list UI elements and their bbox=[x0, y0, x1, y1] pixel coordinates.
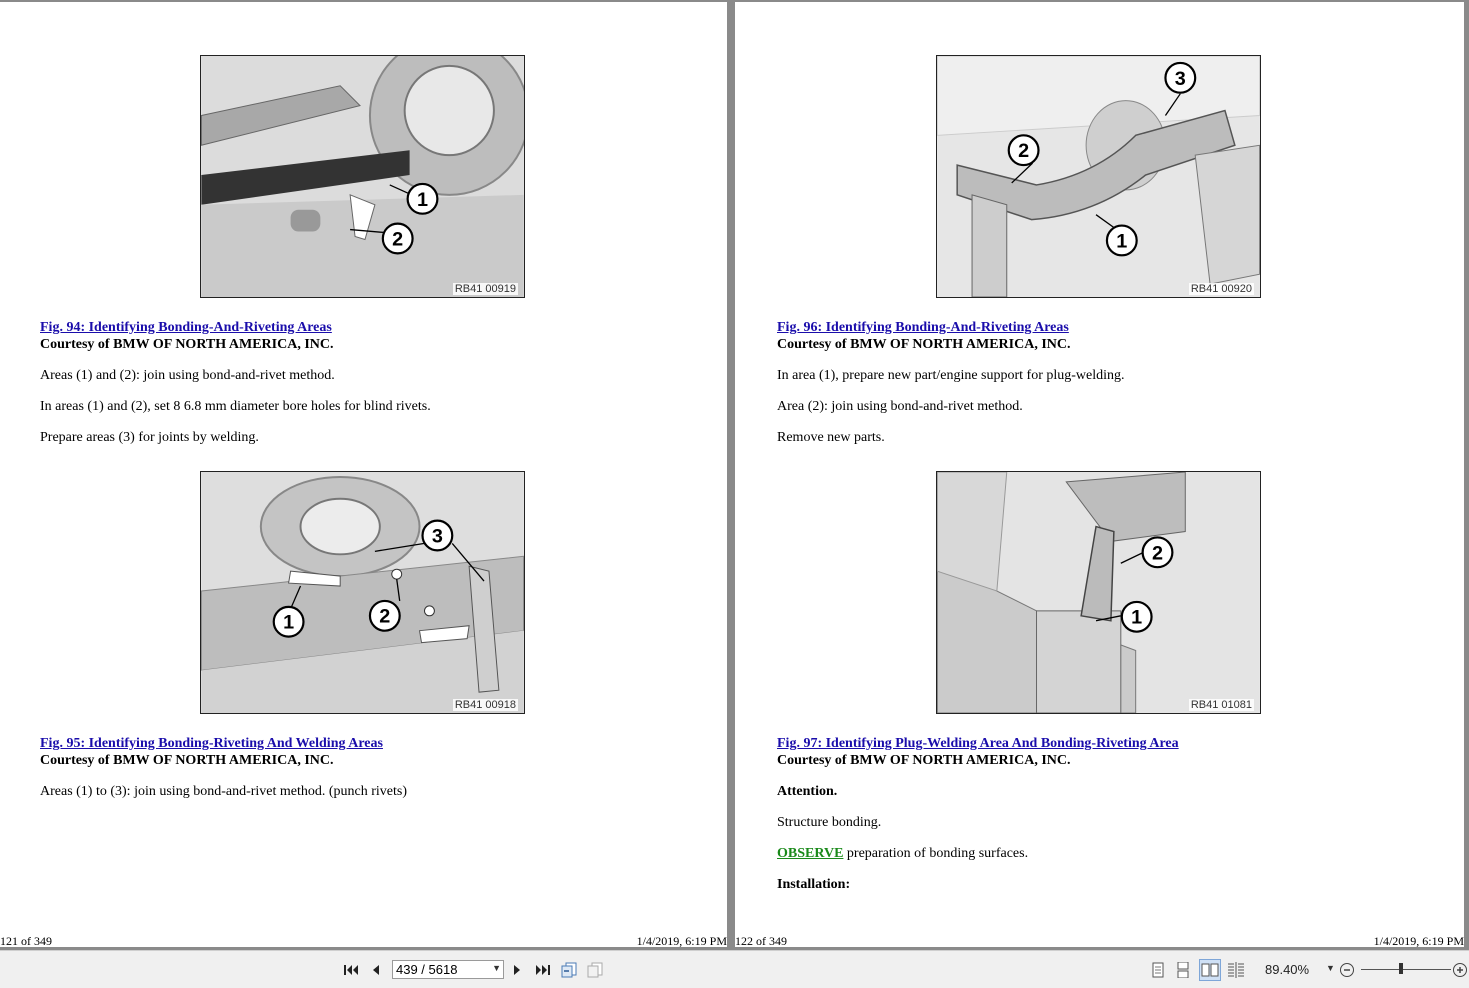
callout-2 bbox=[383, 224, 413, 254]
prev-page-icon[interactable] bbox=[364, 959, 386, 981]
figure-96-drawing bbox=[937, 56, 1260, 297]
figure-97-courtesy: Courtesy of BMW OF NORTH AMERICA, INC. bbox=[777, 753, 1071, 768]
next-page-icon[interactable] bbox=[507, 959, 529, 981]
paragraph: In area (1), prepare new part/engine support for plug-welding. bbox=[777, 368, 1125, 383]
page-number-footer: 122 of 349 bbox=[735, 934, 787, 948]
svg-text:3: 3 bbox=[1174, 67, 1186, 90]
figure-97-drawing bbox=[937, 472, 1260, 713]
single-page-icon[interactable] bbox=[1147, 959, 1169, 981]
callout-2 bbox=[1009, 135, 1039, 165]
observe-link[interactable]: OBSERVE bbox=[777, 846, 844, 861]
paragraph: Areas (1) and (2): join using bond-and-rivet method. bbox=[40, 368, 335, 383]
callout-2 bbox=[1143, 537, 1173, 567]
svg-text:3: 3 bbox=[431, 525, 443, 548]
page-number-footer: 121 of 349 bbox=[0, 934, 52, 948]
paragraph: Remove new parts. bbox=[777, 430, 885, 445]
figure-95-image bbox=[200, 471, 525, 714]
document-page-right bbox=[735, 2, 1464, 947]
figure-96-caption-link[interactable]: Fig. 96: Identifying Bonding-And-Riveting Areas bbox=[777, 320, 1069, 335]
page-number-field[interactable] bbox=[392, 960, 504, 979]
viewer-toolbar bbox=[0, 950, 1469, 988]
observe-text: preparation of bonding surfaces. bbox=[843, 846, 1029, 861]
paragraph: Structure bonding. bbox=[777, 815, 882, 830]
next-view-icon[interactable] bbox=[584, 959, 606, 981]
paragraph: Prepare areas (3) for joints by welding. bbox=[40, 430, 259, 445]
zoom-level[interactable]: 89.40% bbox=[1265, 962, 1310, 977]
figure-94-image bbox=[200, 55, 525, 298]
chevron-down-icon[interactable]: ▼ bbox=[492, 963, 501, 973]
svg-text:2: 2 bbox=[1151, 542, 1164, 565]
figure-95-caption-link[interactable]: Fig. 95: Identifying Bonding-Riveting And Welding Areas bbox=[40, 736, 383, 751]
zoom-in-icon[interactable] bbox=[1451, 959, 1469, 981]
paragraph: In areas (1) and (2), set 8 6.8 mm diameter bore holes for blind rivets. bbox=[40, 399, 431, 414]
figure-97-image bbox=[936, 471, 1261, 714]
figure-94-drawing bbox=[201, 56, 524, 297]
callout-3 bbox=[1165, 63, 1195, 93]
observe-paragraph bbox=[777, 846, 1028, 862]
svg-text:2: 2 bbox=[1018, 140, 1030, 163]
figure-95-courtesy: Courtesy of BMW OF NORTH AMERICA, INC. bbox=[40, 753, 334, 768]
figure-94-caption-link[interactable]: Fig. 94: Identifying Bonding-And-Riveting Areas bbox=[40, 320, 332, 335]
figure-94-courtesy: Courtesy of BMW OF NORTH AMERICA, INC. bbox=[40, 337, 334, 352]
svg-text:1: 1 bbox=[416, 188, 429, 211]
page-number-input[interactable] bbox=[393, 962, 488, 978]
chevron-down-icon[interactable]: ▼ bbox=[1326, 963, 1335, 973]
callout-2 bbox=[370, 601, 400, 631]
document-page-left bbox=[0, 2, 727, 947]
two-page-icon[interactable] bbox=[1199, 959, 1221, 981]
date-footer: 1/4/2019, 6:19 PM bbox=[636, 934, 727, 948]
svg-text:1: 1 bbox=[1116, 230, 1128, 253]
installation-heading: Installation: bbox=[777, 877, 851, 892]
prev-view-icon[interactable] bbox=[558, 959, 580, 981]
figure-95-drawing bbox=[201, 472, 524, 713]
attention-heading: Attention. bbox=[777, 784, 838, 799]
two-page-continuous-icon[interactable] bbox=[1225, 959, 1247, 981]
zoom-out-icon[interactable] bbox=[1336, 959, 1358, 981]
callout-1 bbox=[408, 184, 438, 214]
figure-96-courtesy: Courtesy of BMW OF NORTH AMERICA, INC. bbox=[777, 337, 1071, 352]
zoom-slider-track[interactable] bbox=[1361, 969, 1451, 970]
callout-1 bbox=[1122, 602, 1152, 632]
callout-1 bbox=[274, 607, 304, 637]
figure-code: RB41 01081 bbox=[1190, 699, 1252, 711]
figure-code: RB41 00919 bbox=[454, 283, 516, 295]
svg-text:2: 2 bbox=[392, 228, 404, 251]
figure-code: RB41 00920 bbox=[1190, 283, 1252, 295]
date-footer: 1/4/2019, 6:19 PM bbox=[1373, 934, 1464, 948]
paragraph: Area (2): join using bond-and-rivet method. bbox=[777, 399, 1023, 414]
figure-96-image bbox=[936, 55, 1261, 298]
continuous-icon[interactable] bbox=[1172, 959, 1194, 981]
figure-97-caption-link[interactable]: Fig. 97: Identifying Plug-Welding Area And Bonding-Riveting Area bbox=[777, 736, 1179, 751]
zoom-slider-thumb[interactable] bbox=[1399, 963, 1403, 974]
svg-text:1: 1 bbox=[283, 611, 295, 634]
last-page-icon[interactable] bbox=[532, 959, 554, 981]
svg-text:1: 1 bbox=[1131, 606, 1143, 629]
first-page-icon[interactable] bbox=[340, 959, 362, 981]
callout-1 bbox=[1107, 226, 1137, 256]
paragraph: Areas (1) to (3): join using bond-and-rivet method. (punch rivets) bbox=[40, 784, 408, 799]
callout-3 bbox=[423, 521, 453, 551]
svg-text:2: 2 bbox=[379, 605, 391, 628]
figure-code: RB41 00918 bbox=[454, 699, 516, 711]
